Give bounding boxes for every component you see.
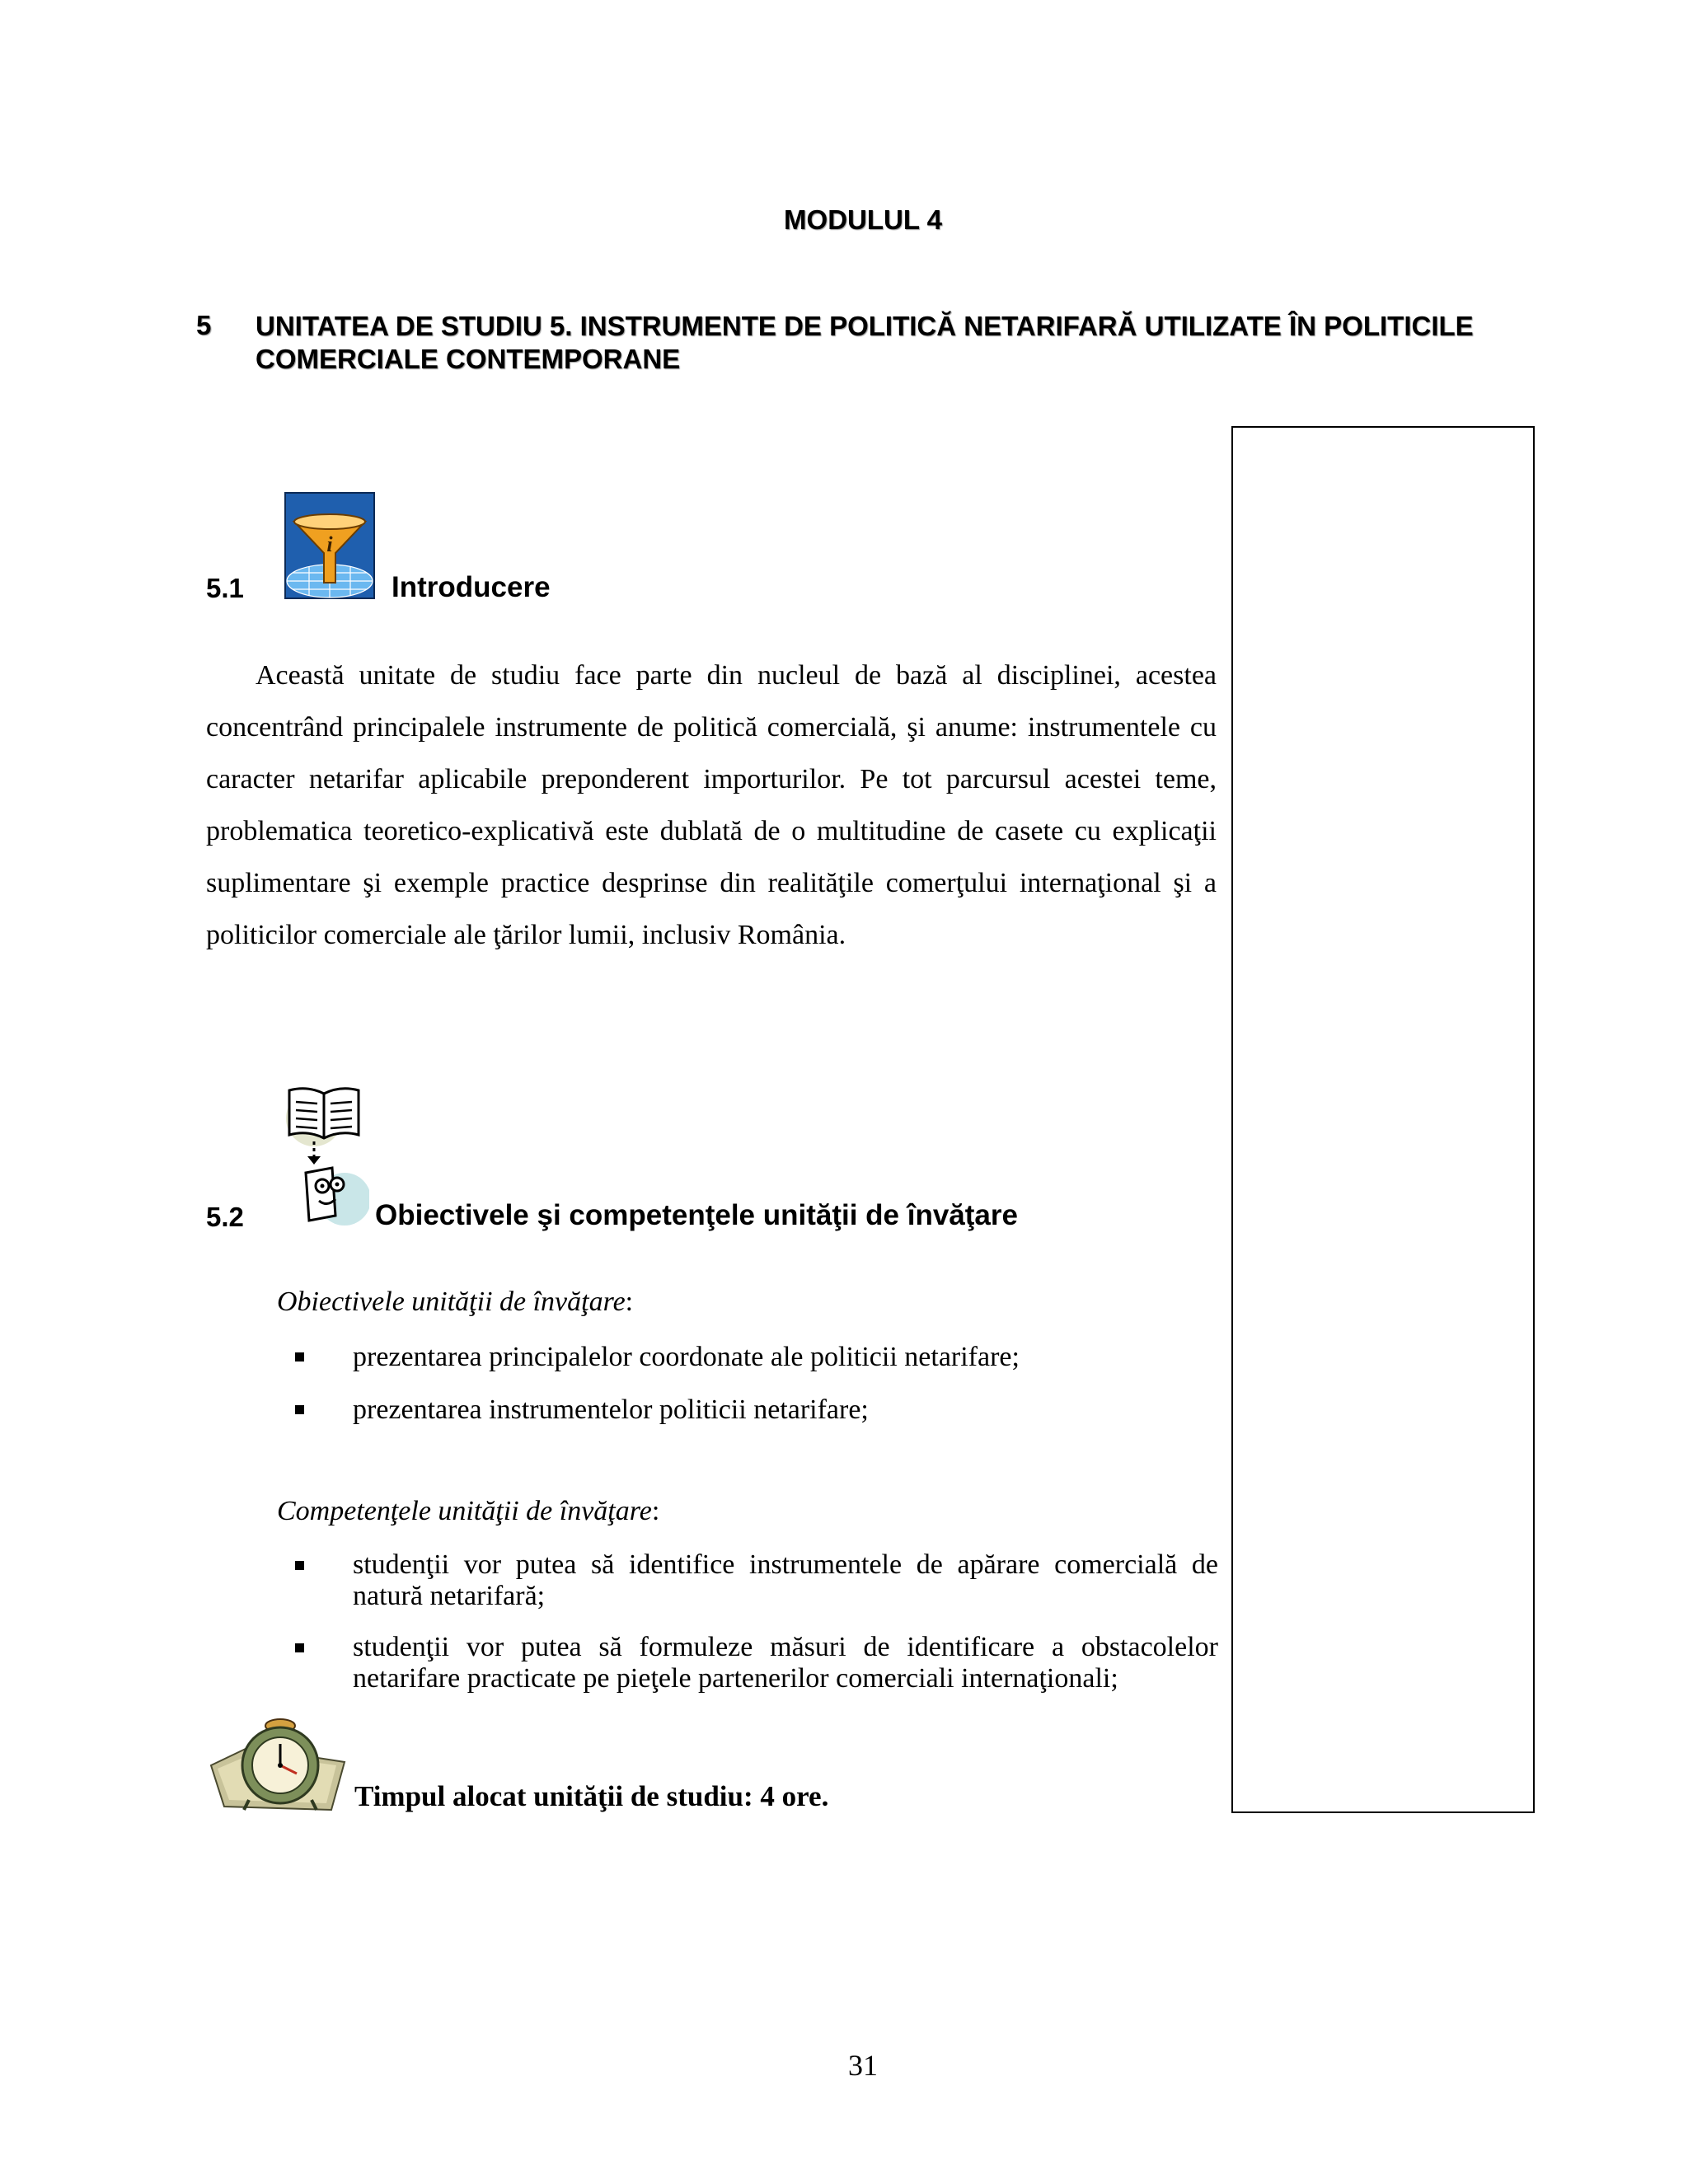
bullet-icon bbox=[295, 1561, 304, 1570]
margin-notes-box bbox=[1231, 426, 1535, 1813]
competences-heading: Competenţele unităţii de învăţare: bbox=[277, 1496, 660, 1526]
time-allocated: Timpul alocat unităţii de studiu: 4 ore. bbox=[354, 1780, 829, 1812]
section-number: 5.2 bbox=[206, 1202, 244, 1232]
module-title: MODULUL 4 bbox=[784, 204, 942, 235]
list-item: studenţii vor putea să formuleze măsuri de identificare a obstacolelor netarifare practicate pe pieţele partenerilor comerciali internaţionali; bbox=[277, 1632, 1218, 1694]
page-number: 31 bbox=[848, 2049, 878, 2082]
list-item: prezentarea instrumentelor politicii netarifare; bbox=[277, 1394, 1218, 1427]
unit-title: UNITATEA DE STUDIU 5. INSTRUMENTE DE POLITICĂ NETARIFARĂ UTILIZATE ÎN POLITICILE COMERCIALE CONTEMPORANE bbox=[256, 311, 1474, 374]
section-number: 5.1 bbox=[206, 573, 244, 603]
funnel-info-icon bbox=[284, 492, 375, 599]
bullet-icon bbox=[295, 1643, 304, 1652]
section-title: Introducere bbox=[392, 571, 551, 603]
competences-list bbox=[277, 1549, 1218, 1714]
intro-paragraph bbox=[206, 649, 1217, 961]
list-item: prezentarea principalelor coordonate ale politicii netarifare; bbox=[277, 1341, 1218, 1374]
svg-text:i: i bbox=[326, 532, 333, 556]
book-reader-icon bbox=[283, 1084, 369, 1228]
section-title: Obiectivele şi competenţele unităţii de învăţare bbox=[375, 1199, 1018, 1231]
alarm-clock-icon bbox=[208, 1714, 348, 1813]
objectives-list bbox=[277, 1341, 1218, 1446]
list-item: studenţii vor putea să identifice instrumentele de apărare comercială de natură netarifară; bbox=[277, 1549, 1218, 1612]
objectives-heading: Obiectivele unităţii de învăţare: bbox=[277, 1286, 634, 1317]
bullet-icon bbox=[295, 1352, 304, 1361]
intro-text: Această unitate de studiu face parte din nucleul de bază al disciplinei, acestea concentrând principalele instrumente de politică comercială, şi anume: instrumentele cu caracter netarifar aplicabile preponderent importurilor. Pe tot parcursul acestei teme, problematica teoretico-explicativă este dublată de o multitudine de casete cu explicaţii suplimentare şi exemple practice desprinse din realităţile comerţului internaţional şi a politicilor comerciale ale ţărilor lumii, inclusiv România. bbox=[206, 660, 1217, 950]
unit-number: 5 bbox=[196, 310, 212, 340]
bullet-icon bbox=[295, 1405, 304, 1414]
